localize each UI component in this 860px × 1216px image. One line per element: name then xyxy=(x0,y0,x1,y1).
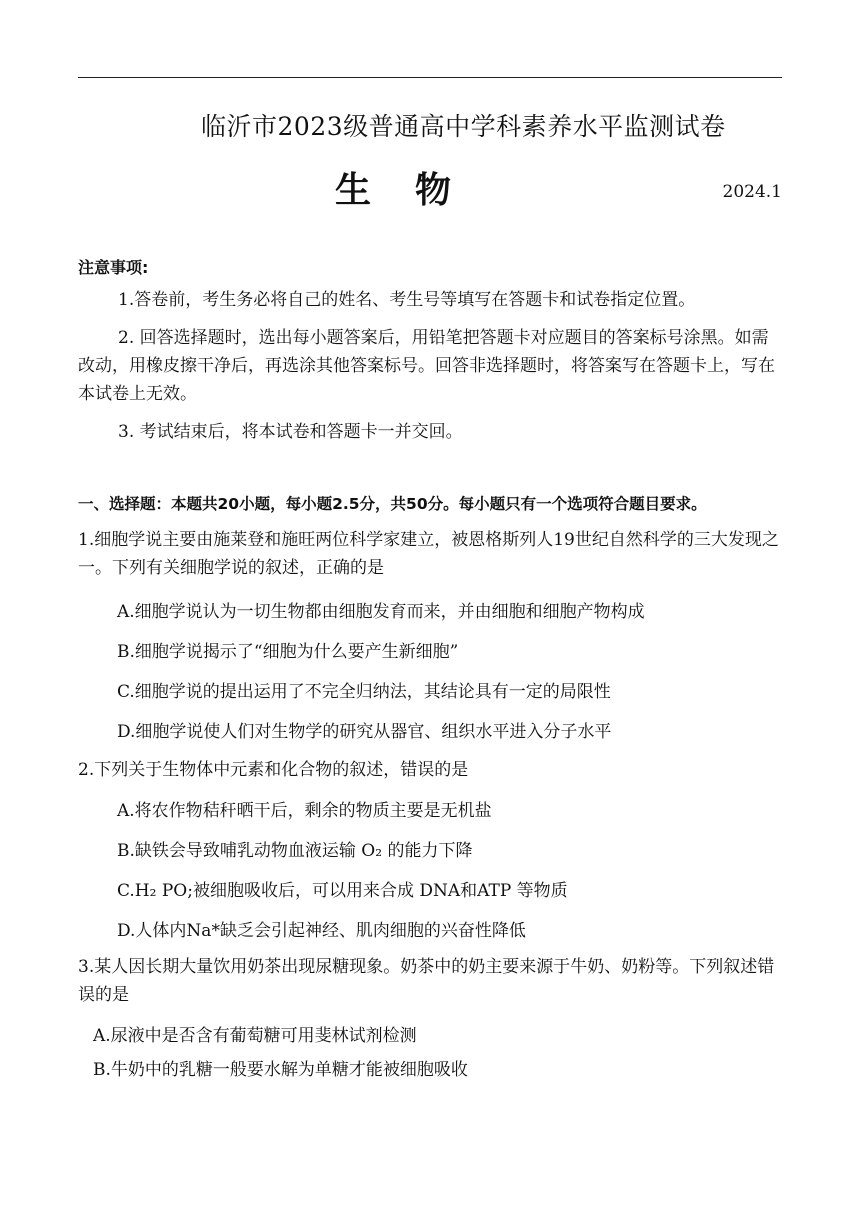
question-3-stem: 3.某人因长期大量饮用奶茶出现尿糖现象。奶茶中的奶主要来源于牛奶、奶粉等。下列叙述错误的是 xyxy=(78,957,775,1005)
question-1-option-b: B.细胞学说揭示了“细胞为什么要产生新细胞” xyxy=(117,642,459,662)
question-2-option-c: C.H₂ PO;被细胞吸收后，可以用来合成 DNA和ATP 等物质 xyxy=(117,881,568,901)
question-2-option-d: D.人体内Na*缺乏会引起神经、肌肉细胞的兴奋性降低 xyxy=(117,921,526,941)
section-heading: 一、选择题：本题共20小题，每小题2.5分，共50分。每小题只有一个选项符合题目要求。 xyxy=(78,495,707,513)
question-2-option-a: A.将农作物秸秆晒干后，剩余的物质主要是无机盐 xyxy=(117,801,492,821)
question-2-stem: 2.下列关于生物体中元素和化合物的叙述，错误的是 xyxy=(78,760,469,780)
notice-item-1: 1.答卷前，考生务必将自己的姓名、考生号等填写在答题卡和试卷指定位置。 xyxy=(118,290,696,310)
question-3-option-a: A.尿液中是否含有葡萄糖可用斐林试剂检测 xyxy=(93,1026,417,1046)
notice-item-3: 3. 考试结束后，将本试卷和答题卡一并交回。 xyxy=(118,422,463,442)
subject-title: 生物 xyxy=(335,170,496,211)
top-rule xyxy=(78,77,782,78)
question-1-option-d: D.细胞学说使人们对生物学的研究从器官、组织水平进入分子水平 xyxy=(117,722,612,742)
question-1-option-a: A.细胞学说认为一切生物都由细胞发育而来，并由细胞和细胞产物构成 xyxy=(117,602,645,622)
question-2-option-b: B.缺铁会导致哺乳动物血液运输 O₂ 的能力下降 xyxy=(117,841,473,861)
exam-title: 临沂市2023级普通高中学科素养水平监测试卷 xyxy=(201,112,726,141)
notice-heading: 注意事项: xyxy=(78,258,149,277)
question-3-option-b: B.牛奶中的乳糖一般要水解为单糖才能被细胞吸收 xyxy=(93,1060,468,1080)
question-1-stem: 1.细胞学说主要由施莱登和施旺两位科学家建立，被恩格斯列人19世纪自然科学的三大发现之一。下列有关细胞学说的叙述，正确的是 xyxy=(78,530,779,578)
exam-date: 2024.1 xyxy=(722,182,782,202)
notice-item-2: 2. 回答选择题时，选出每小题答案后，用铅笔把答题卡对应题目的答案标号涂黑。如需改动，用橡皮擦干净后，再选涂其他答案标号。回答非选择题时，将答案写在答题卡上，写在 本试卷上无效。 xyxy=(78,328,775,404)
question-1-option-c: C.细胞学说的提出运用了不完全归纳法，其结论具有一定的局限性 xyxy=(117,682,611,702)
